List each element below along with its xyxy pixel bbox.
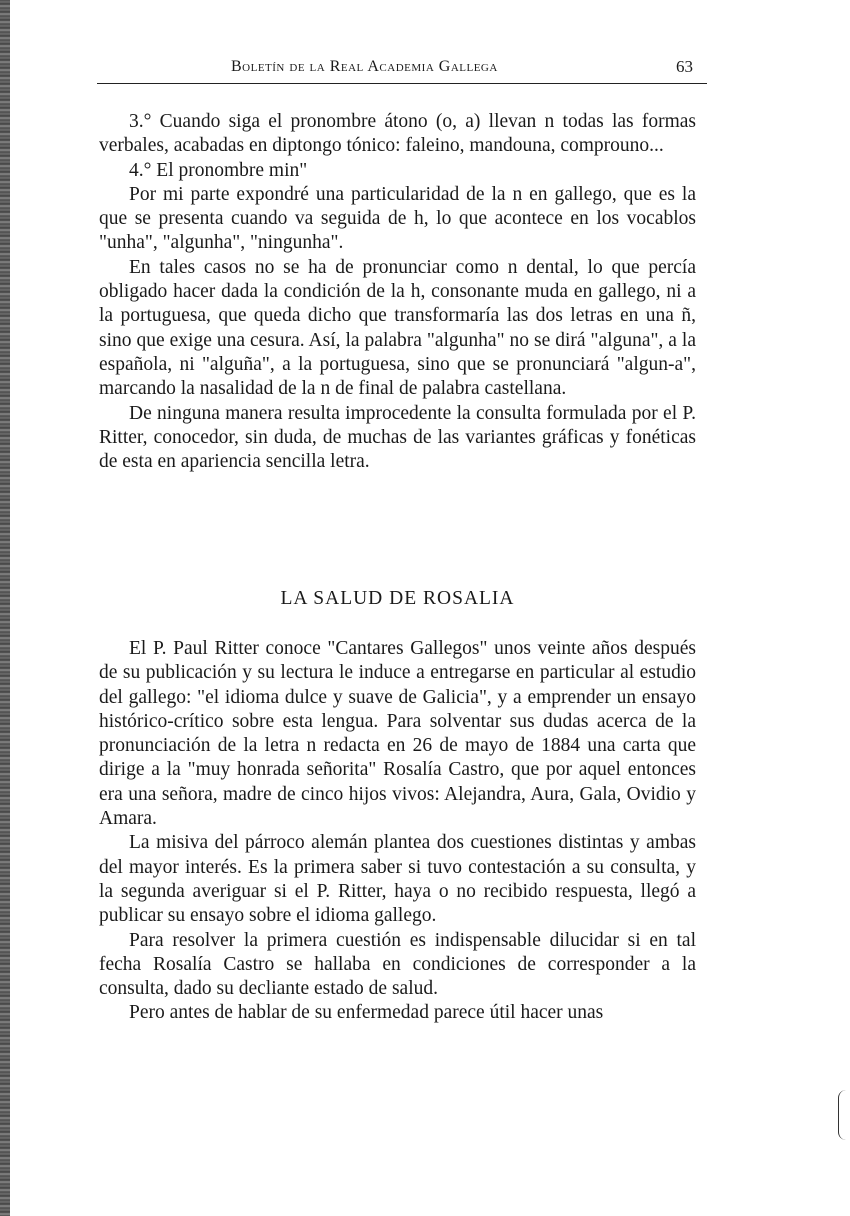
section-title: LA SALUD DE ROSALIA (280, 588, 515, 609)
paragraph: La misiva del párroco alemán plantea dos cuestiones distintas y ambas del mayor interés. Es la primera saber si tuvo contestación a su consulta, y la segunda averiguar si el P. Ritter, haya o no recibido respuesta, llegó a publicar su ensayo sobre el idioma gallego. (99, 832, 696, 927)
body-text-bottom (99, 637, 696, 1026)
paragraph: El P. Paul Ritter conoce "Cantares Gallegos" unos veinte años después de su publicación y su lectura le induce a entregarse en particular al estudio del gallego: "el idioma dulce y suave de Galicia", y a emprender un ensayo histórico-crítico sobre esta lengua. Para solventar sus dudas acerca de la pronunciación de la letra n redacta en 26 de mayo de 1884 una carta que dirige a la "muy honrada señorita" Rosalía Castro, que por aquel entonces era una señora, madre de cinco hijos vivos: Alejandra, Aura, Gala, Ovidio y Amara. (99, 638, 696, 830)
scanned-page-edge (0, 0, 10, 1216)
paragraph: De ninguna manera resulta improcedente la consulta formulada por el P. Ritter, conocedor, sin duda, de muchas de las variantes gráficas y fonéticas de esta en apariencia sencilla letra. (99, 402, 696, 473)
margin-bracket-mark (838, 1090, 847, 1140)
paragraph: 3.° Cuando siga el pronombre átono (o, a) llevan n todas las formas verbales, acabadas en diptongo tónico: faleino, mandouna, comprouno... (99, 111, 696, 157)
body-text-top (99, 110, 696, 474)
paragraph: 4.° El pronombre min" (129, 159, 308, 181)
page-number: 63 (676, 57, 693, 76)
paragraph: Para resolver la primera cuestión es indispensable dilucidar si en tal fecha Rosalía Castro se hallaba en condiciones de corresponder a la consulta, dado su decliante estado de salud. (99, 929, 696, 1000)
paragraph: Por mi parte expondré una particularidad de la n en gallego, que es la que se presenta cuando va seguida de h, lo que acontece en los vocablos "unha", "algunha", "ningunha". (99, 183, 696, 254)
header-rule (97, 83, 707, 84)
page-header (97, 56, 707, 86)
paragraph: En tales casos no se ha de pronunciar como n dental, lo que percía obligado hacer dada la condición de la h, consonante muda en gallego, ni a la portuguesa, que queda dicho que transformaría las dos letras en una ñ, sino que exige una cesura. Así, la palabra "algunha" no se dirá "alguna", a la española, ni "alguña", a la portuguesa, sino que se pronunciará "algun-a", marcando la nasalidad de la n de final de palabra castellana. (99, 256, 696, 400)
paragraph: Pero antes de hablar de su enfermedad parece útil hacer unas (129, 1002, 604, 1024)
running-title: Boletín de la Real Academia Gallega (231, 58, 498, 75)
